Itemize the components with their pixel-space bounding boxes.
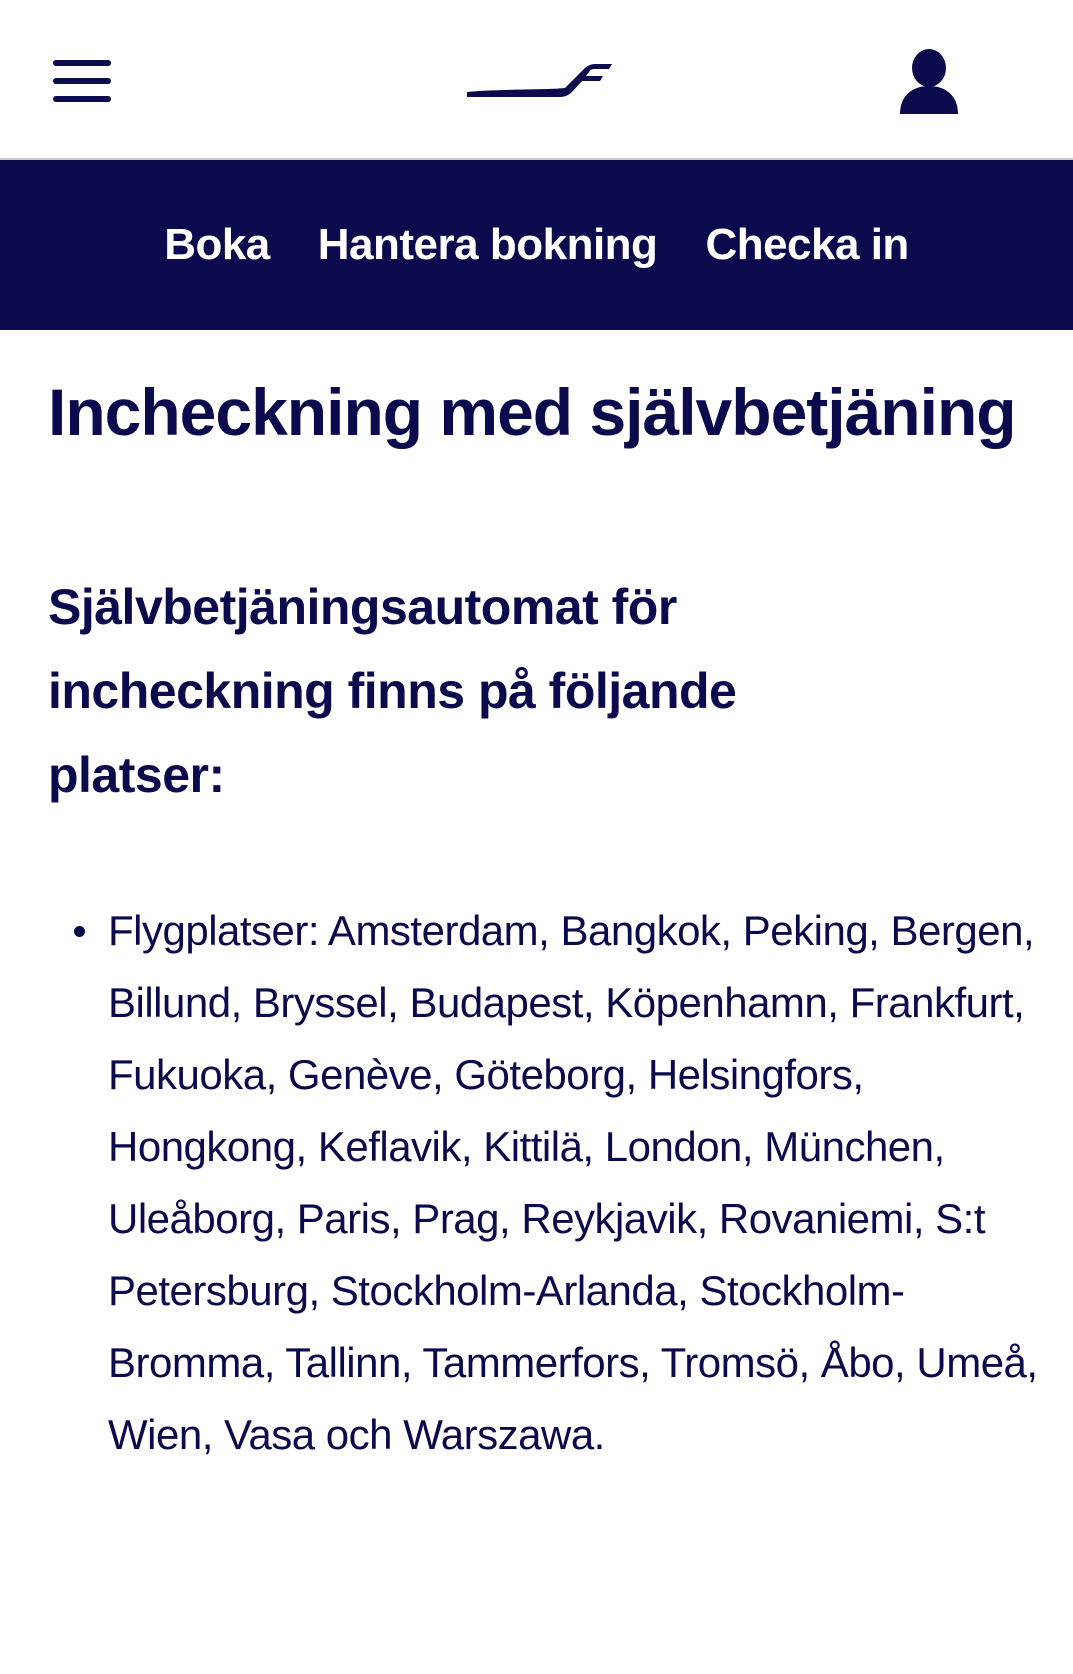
list-item <box>108 895 1038 1471</box>
menu-bar <box>53 78 111 84</box>
user-profile-icon[interactable] <box>898 48 960 114</box>
top-header <box>0 0 1073 160</box>
list-item-text: Flygplatser: Amsterdam, Bangkok, Peking, Bergen, Billund, Bryssel, Budapest, Köpenhamn, Frankfurt, Fukuoka, Genève, Göteborg, Helsingfors, Hongkong, Keflavik, Kittilä, London, München, Uleåborg, Paris, Prag, Reykjavik, Rovaniemi, S:t Petersburg, Stockholm-Arlanda, Stockholm-Bromma, Tallinn, Tammerfors, Tromsö, Åbo, Umeå, Wien, Vasa och Warszawa. <box>108 907 1038 1458</box>
nav-hantera-bokning[interactable]: Hantera bokning <box>317 220 658 269</box>
hamburger-menu-icon[interactable] <box>50 56 116 106</box>
nav-checka-in[interactable]: Checka in <box>705 220 909 269</box>
bullet-icon <box>74 926 85 937</box>
finnair-logo-icon[interactable] <box>465 56 615 106</box>
nav-boka[interactable]: Boka <box>164 220 270 269</box>
page-title: Incheckning med självbetjäning <box>48 375 1016 449</box>
main-content <box>48 365 1038 1471</box>
section-heading: Självbetjäningsautomat för incheckning finns på följande platser: <box>48 579 737 803</box>
menu-bar <box>53 96 111 102</box>
main-navigation <box>0 160 1073 330</box>
locations-list <box>48 895 1038 1471</box>
menu-bar <box>53 60 111 66</box>
